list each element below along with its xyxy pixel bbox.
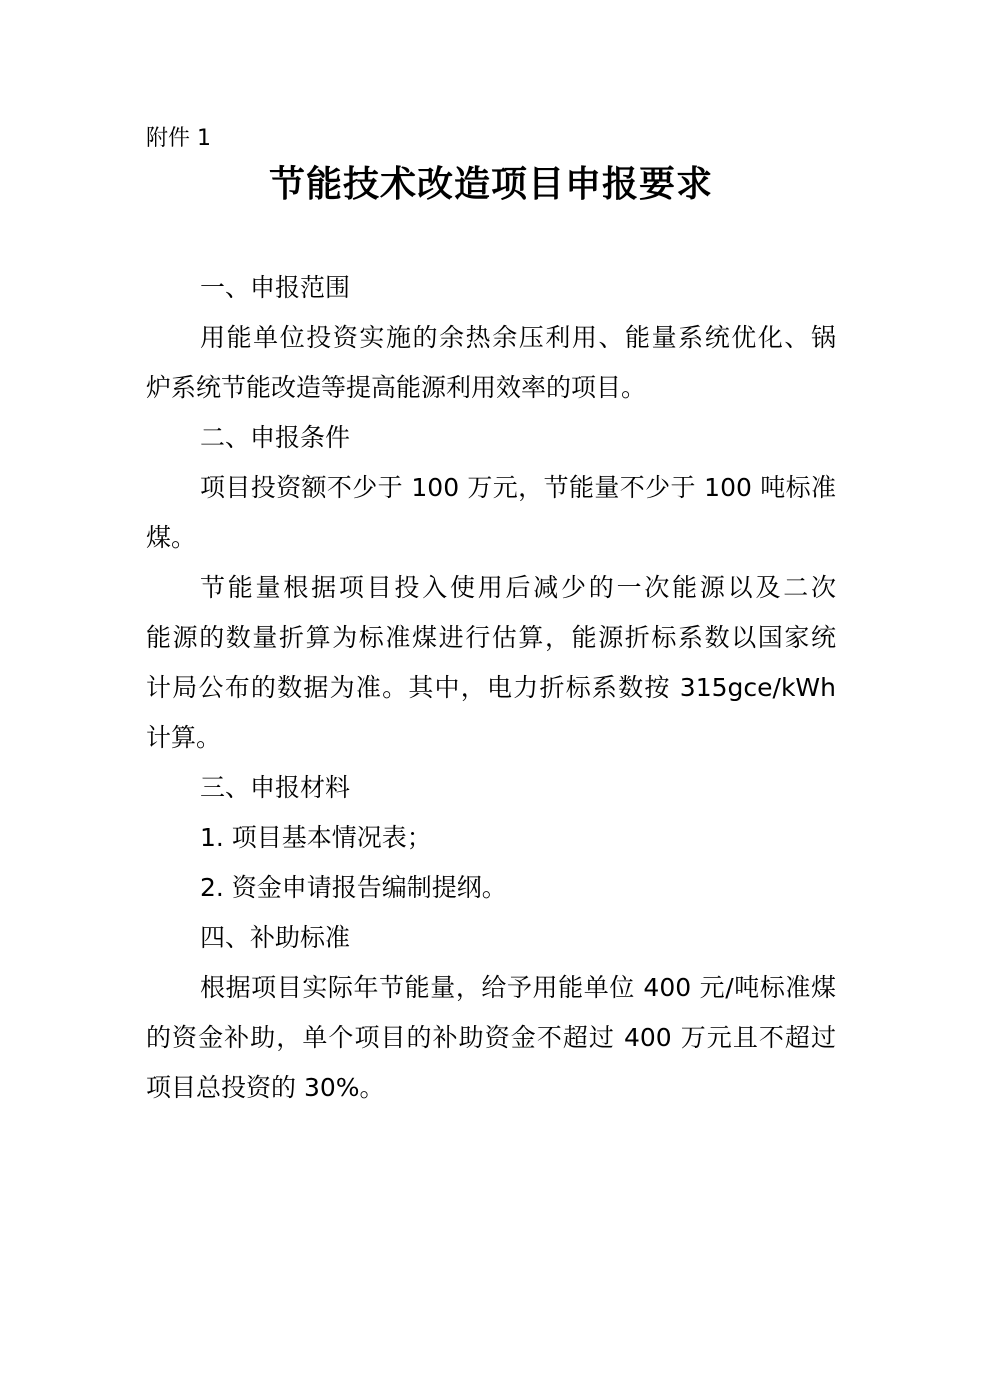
paragraph-line: 能源的数量折算为标准煤进行估算，能源折标系数以国家统 — [146, 623, 836, 652]
paragraph-line: 节能量根据项目投入使用后减少的一次能源以及二次 — [200, 573, 836, 602]
paragraph-line: 用能单位投资实施的余热余压利用、能量系统优化、锅 — [200, 323, 836, 352]
section-heading-subsidy: 四、补助标准 — [200, 923, 351, 952]
section-heading-materials: 三、申报材料 — [200, 773, 351, 802]
list-item: 1. 项目基本情况表； — [200, 823, 432, 852]
document-body — [146, 263, 836, 1113]
list-item: 2. 资金申请报告编制提纲。 — [200, 873, 507, 902]
paragraph-line: 项目投资额不少于 100 万元，节能量不少于 100 吨标准 — [200, 473, 836, 502]
paragraph-line: 煤。 — [146, 523, 197, 552]
section-heading-scope: 一、申报范围 — [200, 273, 351, 302]
paragraph-line: 炉系统节能改造等提高能源利用效率的项目。 — [146, 373, 647, 402]
paragraph-line: 的资金补助，单个项目的补助资金不超过 400 万元且不超过 — [146, 1023, 836, 1052]
attachment-label: 附件 1 — [146, 126, 211, 151]
paragraph-line: 项目总投资的 30%。 — [146, 1073, 385, 1102]
page-title: 节能技术改造项目申报要求 — [268, 163, 713, 205]
section-heading-conditions: 二、申报条件 — [200, 423, 351, 452]
paragraph-line: 计算。 — [146, 723, 222, 752]
paragraph-line: 根据项目实际年节能量，给予用能单位 400 元/吨标准煤 — [200, 973, 836, 1002]
paragraph-line: 计局公布的数据为准。其中，电力折标系数按 315gce/kWh — [146, 673, 836, 702]
